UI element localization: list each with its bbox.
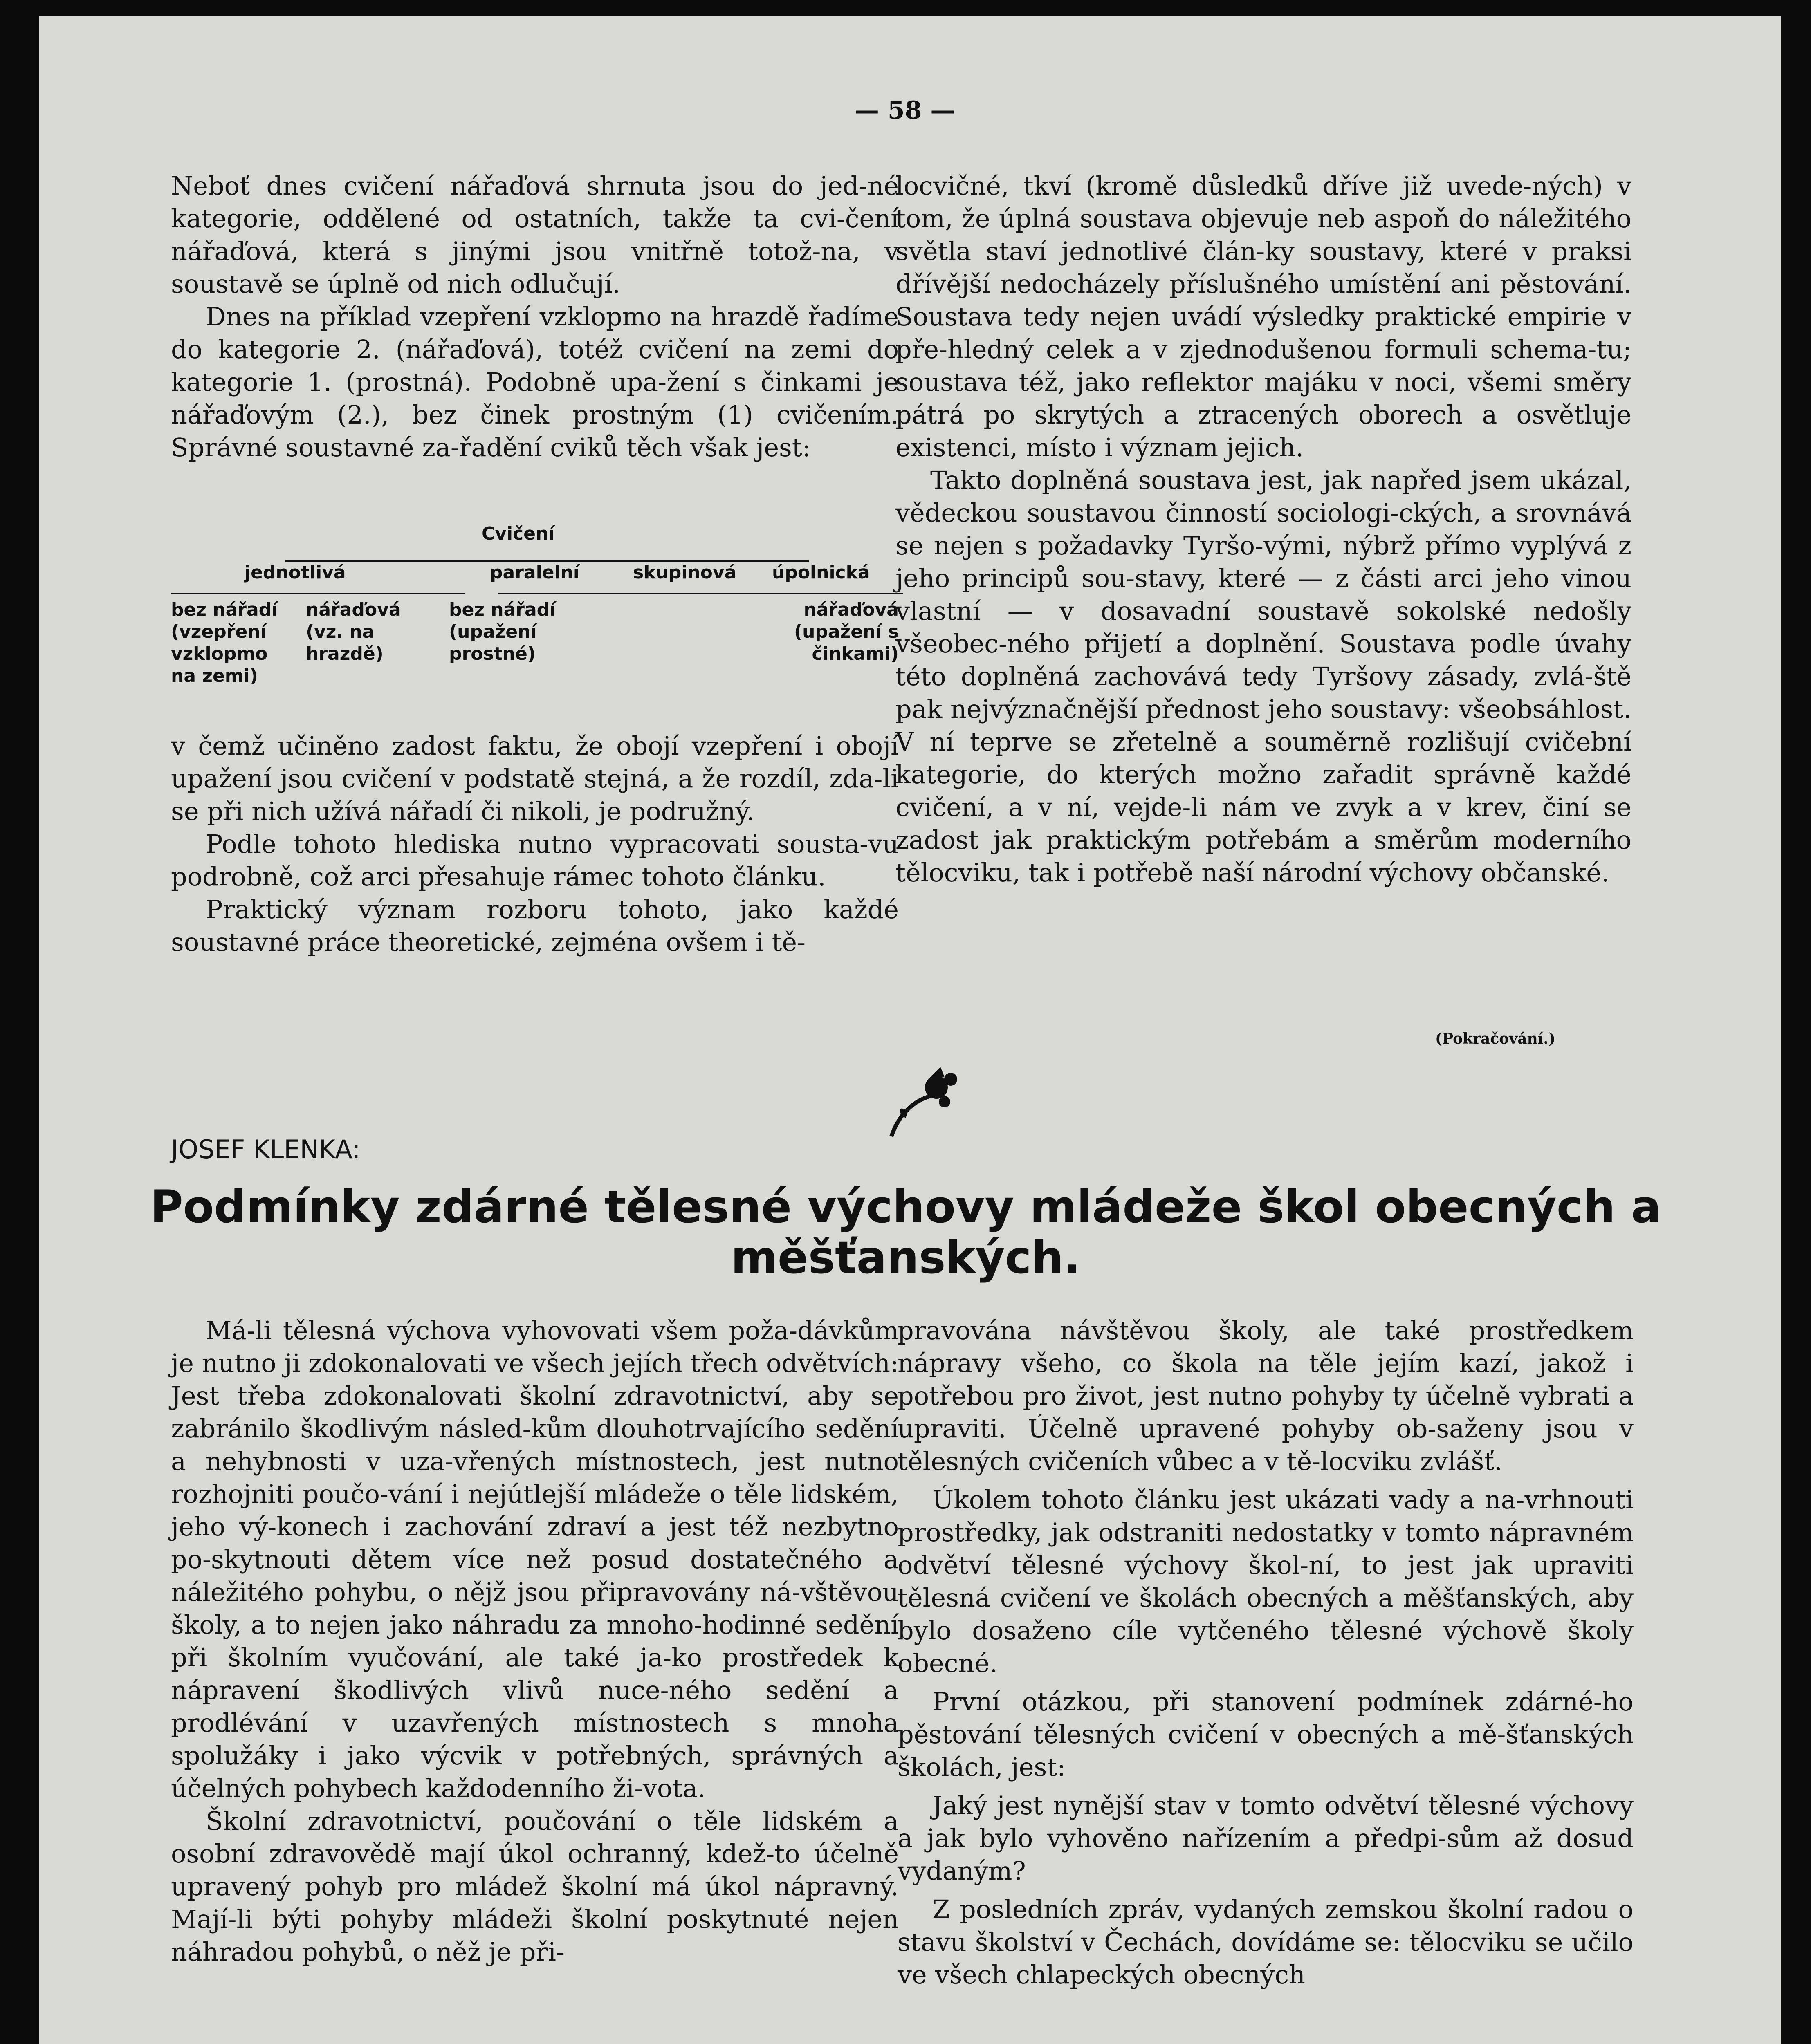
column-article-right (898, 1314, 1634, 1991)
continuation-note: (Pokračování.) (1435, 1030, 1555, 1047)
article-title: Podmínky zdárné tělesné výchovy mládeže škol obecných a měšťanských. (150, 1181, 1661, 1284)
scheme-leaf: bez nářadí (upažení prostné) (449, 599, 556, 664)
scheme-bracket (498, 593, 903, 594)
paragraph: Praktický význam rozboru tohoto, jako každé soustavné práce theoretické, zejména ovšem i tě- (171, 894, 899, 957)
scheme-leaf: bez nářadí (vzepření vzklopmo na zemi) (171, 599, 278, 686)
scheme-bracket (171, 593, 465, 594)
paragraph: Má-li tělesná výchova vyhovovati všem poža-dávkům je nutno ji zdokonalovati ve všech jejích třech odvětvích: Jest třeba zdokonalovati školní zdravotnictví, aby se zabránilo škodlivým násled-kům dlouhotrvajícího sedění a nehybnosti v uza-vřených místnostech, jest nutno rozhojniti poučo-vání i nejútlejší mládeže o těle lidském, jeho vý-konech i zachování zdraví a jest též nezbytno po-skytnouti dětem více než posud dostatečného a náležitého pohybu, o nějž jsou připravovány ná-vštěvou školy, a to nejen jako náhradu za mnoho-hodinné sedění při školním vyučování, ale také ja-ko prostředek k nápravení škodlivých vlivů nuce-ného sedění a prodlévání v uzavřených místnostech s mnoha spolužáky i jako výcvik v potřebných, správných a účelných pohybech každodenního ži-vota. (171, 1316, 899, 1803)
paragraph: Školní zdravotnictví, poučování o těle lidském a osobní zdravovědě mají úkol ochranný, kdež-to účelně upravený pohyb pro mládež školní má úkol nápravný. Mají-li býti pohyby mládeži školní poskytnuté nejen náhradou pohybů, o něž je při- (171, 1806, 899, 1967)
paragraph: Takto doplněná soustava jest, jak napřed jsem ukázal, vědeckou soustavou činností sociologi-ckých, a srovnává se nejen s požadavky Tyršo-vými, nýbrž přímo vyplývá z jeho principů sou-stavy, které — z části arci jeho vinou vlastní — v dosavadní soustavě sokolské nedošly všeobec-ného přijetí a doplnění. Soustava podle úvahy této doplněná zachovává tedy Tyršovy zásady, zvlá-ště pak nejvýznačnější přednost jeho soustavy: všeobsáhlost. V ní teprve se zřetelně a souměrně rozlišují cvičební kategorie, do kterých možno zařadit správně každé cvičení, a v ní, vejde-li nám ve zvyk a v krev, činí se zadost jak praktickým potřebám a směrům moderního tělocviku, tak i potřebě naší národní výchovy občanské. (895, 465, 1631, 888)
scheme-branch: paralelní (490, 562, 579, 583)
paragraph: locvičné, tkví (kromě důsledků dříve již uvede-ných) v tom, že úplná soustava objevuje neb aspoň do náležitého světla staví jednotlivé člán-ky soustavy, které v praksi dřívější nedocházely příslušného umístění ani pěstování. Soustava tedy nejen uvádí výsledky praktické empirie v pře-hledný celek a v zjednodušenou formuli schema-tu; soustava též, jako reflektor majáku v noci, všemi směry pátrá po skrytých a ztracených oborech a osvětluje existenci, místo i význam jejich. (895, 171, 1631, 462)
scheme-root: Cvičení (482, 523, 555, 544)
paragraph: Neboť dnes cvičení nářaďová shrnuta jsou do jed-né kategorie, oddělené od ostatních, takže ta cvi-čení nářaďová, která s jinými jsou vnitřně totož-na, v soustavě se úplně od nich odlučují. (171, 171, 899, 299)
scheme-leaf: nářaďová (vz. na hrazdě) (306, 599, 401, 664)
column-right-top (895, 170, 1631, 889)
flower-ornament-icon (883, 1063, 965, 1141)
exercise-scheme (171, 523, 907, 711)
column-left-bottom (171, 730, 899, 959)
column-left-top (171, 170, 899, 464)
paragraph: Úkolem tohoto článku jest ukázati vady a na-vrhnouti prostředky, jak odstraniti nedostatky v tomto nápravném odvětví tělesné výchovy škol-ní, to jest jak upraviti tělesná cvičení ve školách obecných a měšťanských, aby bylo dosaženo cíle vytčeného tělesné výchově školy obecné. (898, 1485, 1634, 1678)
paragraph: Dnes na příklad vzepření vzklopmo na hrazdě řadíme do kategorie 2. (nářaďová), totéž cvičení na zemi do kategorie 1. (prostná). Podobně upa-žení s činkami je nářaďovým (2.), bez činek prostným (1) cvičením. Správné soustavné za-řadění cviků těch však jest: (171, 302, 899, 462)
column-article-left (171, 1314, 899, 1968)
paragraph: První otázkou, při stanovení podmínek zdárné-ho pěstování tělesných cvičení v obecných a mě-šťanských školách, jest: (898, 1687, 1634, 1782)
scheme-branch: úpolnická (772, 562, 870, 583)
article-author: JOSEF KLENKA: (171, 1134, 361, 1164)
paragraph: Jaký jest nynější stav v tomto odvětví tělesné výchovy a jak bylo vyhověno nařízením a předpi-sům až dosud vydaným? (898, 1791, 1634, 1886)
page-number: — 58 — (855, 96, 955, 125)
scheme-branch: jednotlivá (245, 562, 346, 583)
paragraph: v čemž učiněno zadost faktu, že obojí vzepření i obojí upažení jsou cvičení v podstatě stejná, a že rozdíl, zda-li se při nich užívá nářadí či nikoli, je podružný. (171, 731, 899, 826)
scheme-branch: skupinová (633, 562, 737, 583)
paragraph: Podle tohoto hlediska nutno vypracovati sousta-vu podrobně, což arci přesahuje rámec tohoto článku. (171, 829, 899, 892)
scheme-bracket (285, 560, 809, 562)
paragraph: pravována návštěvou školy, ale také prostředkem nápravy všeho, co škola na těle jejím kazí, jakož i potřebou pro život, jest nutno pohyby ty účelně vybrati a upraviti. Účelně upravené pohyby ob-saženy jsou v tělesných cvičeních vůbec a v tě-locviku zvlášť. (898, 1316, 1634, 1476)
paragraph: Z posledních zpráv, vydaných zemskou školní radou o stavu školství v Čechách, dovídáme se: tělocviku se učilo ve všech chlapeckých obecných (898, 1894, 1634, 1990)
scheme-leaf: nářaďová (upažení s činkami) (794, 599, 899, 664)
